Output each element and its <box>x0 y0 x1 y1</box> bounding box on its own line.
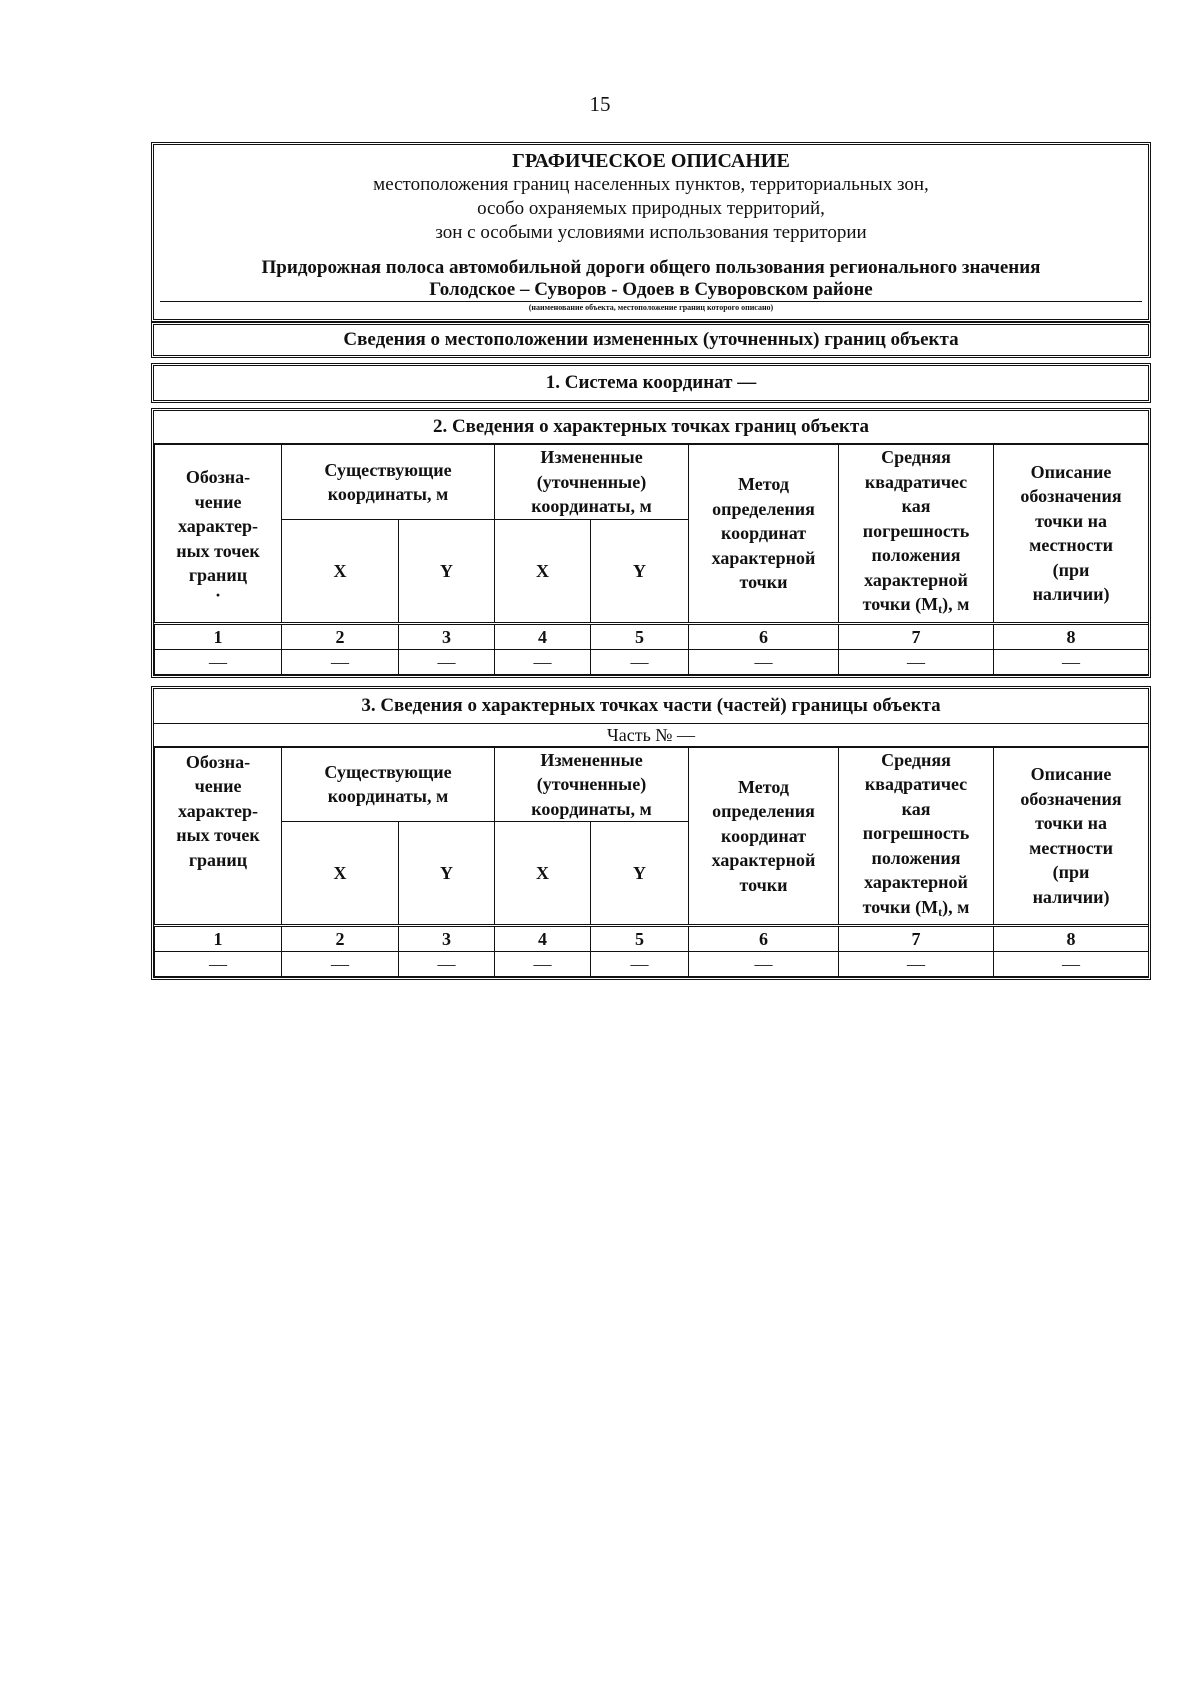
header-designation: Обозна- чение характер- ных точек границ <box>155 747 282 926</box>
column-number: 7 <box>839 926 994 952</box>
header-point-description: Описание обозначения точки на местности (при наличии) <box>994 445 1149 624</box>
section-main-title: Сведения о местоположении измененных (уточненных) границ объекта <box>151 322 1151 358</box>
graphic-description-form <box>151 142 1151 980</box>
header-method: Метод определения координат характерной точки <box>689 747 839 926</box>
header-changed-y: Y <box>591 520 689 624</box>
header-changed-x: X <box>495 822 591 926</box>
column-number: 3 <box>399 623 495 649</box>
table-cell: — <box>689 649 839 674</box>
table-cell: — <box>994 952 1149 977</box>
header-existing-coordinates: Существующие координаты, м <box>282 747 495 822</box>
table-cell: — <box>689 952 839 977</box>
header-existing-x: X <box>282 520 399 624</box>
section-3-title: 3. Сведения о характерных точках части (частей) границы объекта <box>154 689 1148 724</box>
header-existing-y: Y <box>399 520 495 624</box>
column-number: 1 <box>155 623 282 649</box>
table-cell: — <box>399 952 495 977</box>
header-mean-square-error: Средняя квадратичес кая погрешность положения характерной точки $(M_t)$, м <box>839 445 994 624</box>
column-number: 8 <box>994 926 1149 952</box>
table-cell: — <box>155 649 282 674</box>
header-existing-x: X <box>282 822 399 926</box>
column-number: 1 <box>155 926 282 952</box>
object-name-line-2: Голодское – Суворов - Одоев в Суворовском районе <box>160 279 1142 302</box>
column-number: 6 <box>689 926 839 952</box>
table-cell: — <box>994 649 1149 674</box>
header-point-description: Описание обозначения точки на местности (при наличии) <box>994 747 1149 926</box>
column-number: 2 <box>282 623 399 649</box>
table-cell: — <box>591 952 689 977</box>
table-cell: — <box>495 952 591 977</box>
section-1-coordinate-system: 1. Система координат — <box>151 363 1151 403</box>
column-number: 4 <box>495 623 591 649</box>
subtitle-line: зон с особыми условиями использования территории <box>435 222 867 243</box>
section-2-table <box>154 444 1149 675</box>
section-3 <box>151 686 1151 981</box>
header-changed-coordinates: Измененные (уточненные) координаты, м <box>495 747 689 822</box>
table-cell: — <box>282 952 399 977</box>
part-number: Часть № — <box>154 724 1148 747</box>
header-changed-y: Y <box>591 822 689 926</box>
table-cell: — <box>155 952 282 977</box>
subtitle-line: местоположения границ населенных пунктов, территориальных зон, <box>373 174 929 195</box>
header-changed-x: X <box>495 520 591 624</box>
form-title: ГРАФИЧЕСКОЕ ОПИСАНИЕ <box>512 150 790 172</box>
column-numbers-row <box>155 926 1149 952</box>
form-header <box>151 142 1151 322</box>
header-changed-coordinates: Измененные (уточненные) координаты, м <box>495 445 689 520</box>
table-cell: — <box>839 649 994 674</box>
page-number: 15 <box>589 92 611 116</box>
table-cell: — <box>282 649 399 674</box>
column-number: 2 <box>282 926 399 952</box>
subtitle-line: особо охраняемых природных территорий, <box>477 198 825 219</box>
table-row <box>155 952 1149 977</box>
object-caption: (наименование объекта, местоположение границ которого описано) <box>528 303 774 312</box>
table-cell: — <box>399 649 495 674</box>
header-existing-y: Y <box>399 822 495 926</box>
object-name-line-1: Придорожная полоса автомобильной дороги общего пользования регионального значения <box>261 257 1041 278</box>
column-number: 5 <box>591 926 689 952</box>
column-number: 7 <box>839 623 994 649</box>
section-2 <box>151 408 1151 678</box>
section-2-title: 2. Сведения о характерных точках границ объекта <box>154 411 1148 444</box>
column-number: 6 <box>689 623 839 649</box>
table-row <box>155 649 1149 674</box>
header-method: Метод определения координат характерной точки <box>689 445 839 624</box>
column-number: 3 <box>399 926 495 952</box>
section-3-table <box>154 747 1149 978</box>
header-designation: Обозна- чение характер- ных точек границ · <box>155 445 282 624</box>
table-cell: — <box>591 649 689 674</box>
table-cell: — <box>495 649 591 674</box>
column-numbers-row <box>155 623 1149 649</box>
column-number: 4 <box>495 926 591 952</box>
column-number: 8 <box>994 623 1149 649</box>
column-number: 5 <box>591 623 689 649</box>
table-cell: — <box>839 952 994 977</box>
header-mean-square-error: Средняя квадратичес кая погрешность положения характерной точки $(M_t)$, м <box>839 747 994 926</box>
header-existing-coordinates: Существующие координаты, м <box>282 445 495 520</box>
